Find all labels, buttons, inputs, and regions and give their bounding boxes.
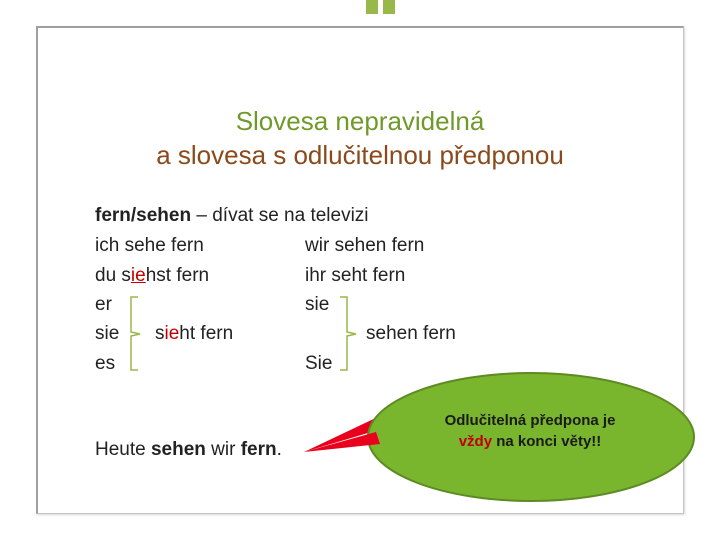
pronoun-ihr: ihr: [305, 265, 332, 286]
callout-text: [405, 410, 655, 452]
pronoun-er: er: [95, 294, 112, 315]
example-verb: sehen: [150, 439, 206, 460]
verb-meaning: dívat se na televizi: [212, 205, 369, 226]
verb-vowel-change: ie: [164, 323, 180, 344]
verb-part: ht: [179, 323, 196, 344]
pronoun-sie: sie: [95, 323, 120, 344]
callout-highlight-word: vždy: [458, 433, 493, 450]
particle-fern: fern: [386, 235, 425, 256]
verb-part: hst: [145, 265, 172, 286]
particle-fern: fern: [367, 265, 406, 286]
verb-sehen: sehen: [334, 235, 387, 256]
callout-line-2: [405, 431, 655, 452]
example-punct: .: [276, 439, 282, 460]
pronoun-sie-plural: sie: [305, 294, 330, 315]
particle-fern: fern: [171, 265, 210, 286]
pronoun-es: es: [95, 353, 116, 374]
pronoun-wir: wir: [305, 235, 335, 256]
verb-vowel-change: ie: [130, 265, 146, 286]
particle-fern: fern: [417, 323, 456, 344]
pronoun-Sie-formal: Sie: [305, 353, 333, 374]
title-line-2: a slovesa s odlučitelnou předponou: [156, 140, 564, 170]
title-line-1: Slovesa nepravidelná: [235, 106, 485, 136]
example-word: wir: [205, 439, 241, 460]
verb-sehen: sehen: [366, 323, 418, 344]
verb-seht: seht: [331, 265, 368, 286]
callout-line-2-rest: na konci věty!!: [492, 433, 602, 450]
verb-dash: –: [191, 205, 213, 226]
example-particle: fern: [240, 439, 277, 460]
pronoun-du: du: [95, 265, 122, 286]
verb-part: s: [121, 265, 131, 286]
particle-fern: fern: [165, 235, 204, 256]
particle-fern: fern: [195, 323, 234, 344]
pronoun-ich: ich: [95, 235, 125, 256]
callout-line-1: Odlučitelná předpona je: [444, 412, 616, 429]
example-word: Heute: [95, 439, 151, 460]
verb-sehe: sehe: [124, 235, 166, 256]
verb-part: s: [155, 323, 165, 344]
verb-infinitive: fern/sehen: [95, 205, 192, 226]
